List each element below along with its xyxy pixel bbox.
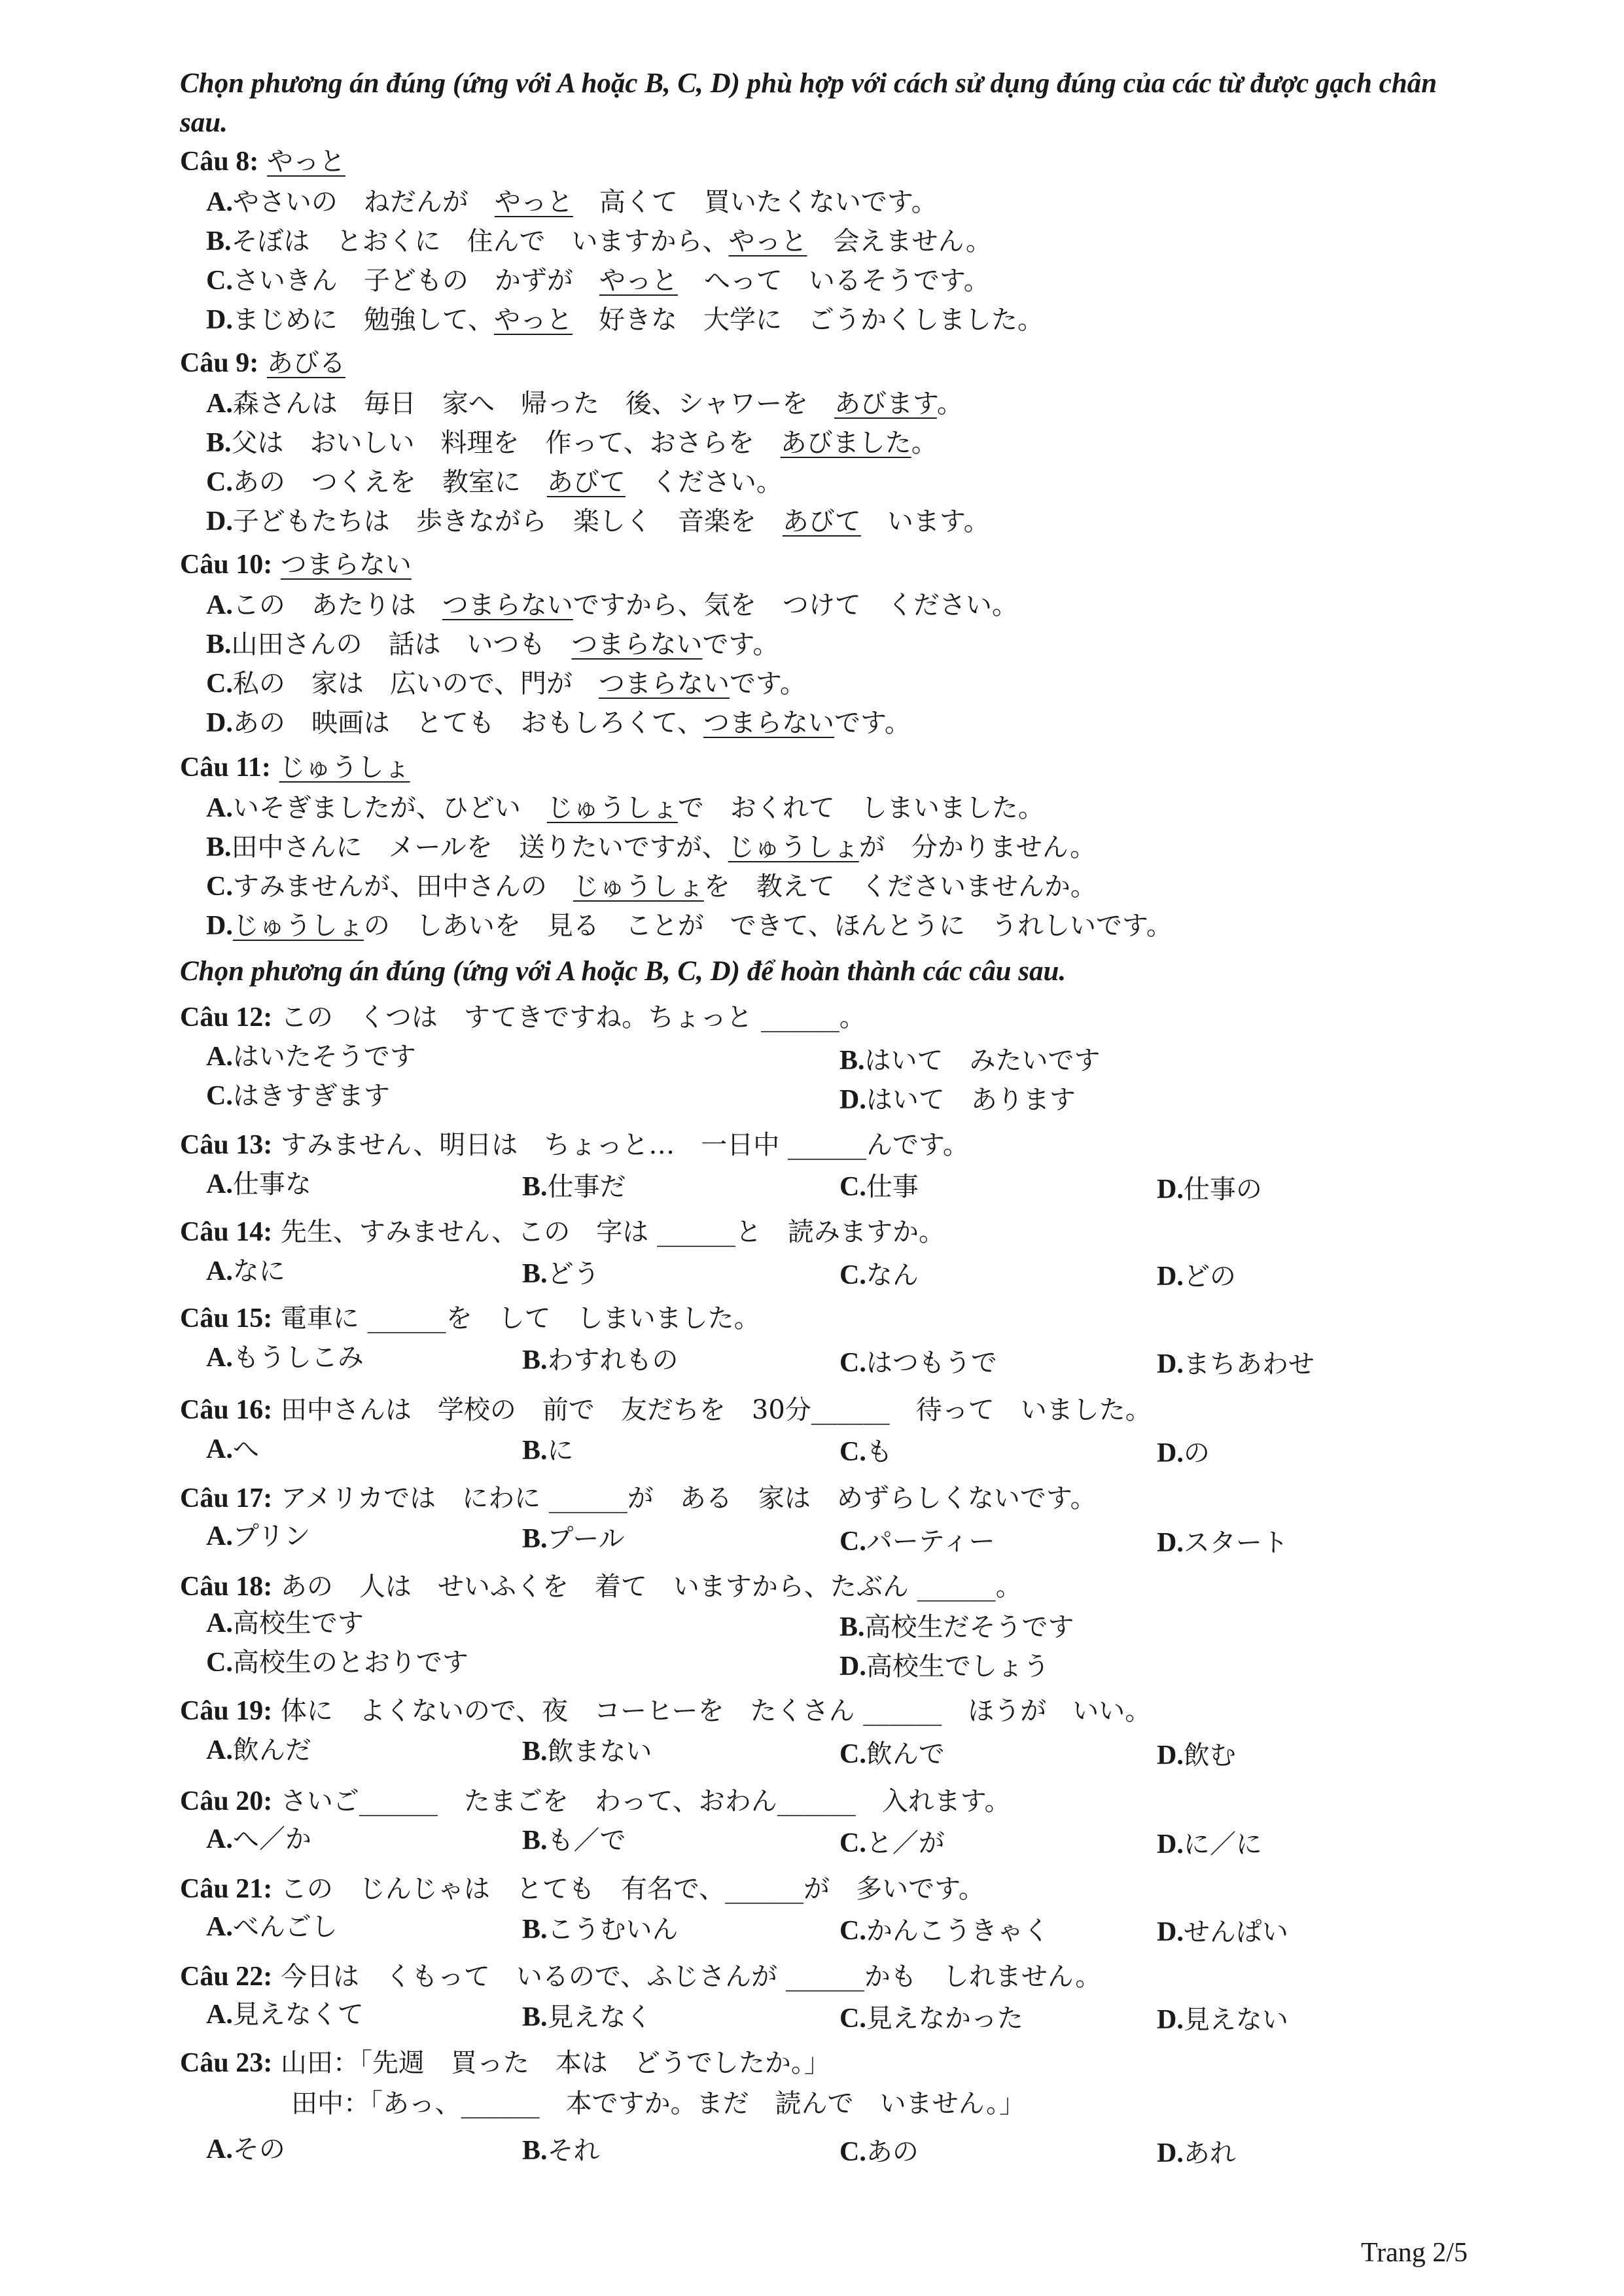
question-10-header	[180, 548, 412, 581]
question-23-option-c: C.あの	[839, 2137, 919, 2167]
question-20-option-a: A.へ／か	[206, 1824, 311, 1854]
question-number: Câu 9:	[180, 348, 259, 378]
question-17-option-c: C.パーティー	[839, 1527, 995, 1557]
question-22-option-a: A.見えなくて	[206, 2000, 364, 2030]
question-14-option-c: C.なん	[839, 1260, 919, 1290]
question-19-option-d: D.飲む	[1157, 1740, 1236, 1771]
question-13-header: Câu 13: すみません、明日は ちょっと… 一日中 ______んです。	[180, 1130, 969, 1160]
question-19-header: Câu 19: 体に よくないので、夜 コーヒーを たくさん ______ ほうが いい。	[180, 1696, 1152, 1726]
question-11-header	[180, 751, 410, 784]
question-12-option-c: C.はきすぎます	[206, 1081, 390, 1111]
question-9-header	[180, 347, 345, 380]
underlined-word: じゅうしょ	[279, 752, 410, 783]
question-17-option-d: D.スタート	[1157, 1528, 1288, 1558]
question-17-option-a: A.プリン	[206, 1521, 311, 1551]
question-8-header	[180, 145, 345, 178]
question-14-header: Câu 14: 先生、すみません、この 字は ______と 読みますか。	[180, 1217, 945, 1247]
question-15-header: Câu 15: 電車に ______を して しまいました。	[180, 1303, 760, 1333]
question-23-option-a: A.その	[206, 2134, 285, 2164]
question-15-option-b: B.わすれもの	[522, 1345, 679, 1375]
question-9-option-b: B.父は おいしい 料理を 作って、おさらを あびました。	[206, 428, 938, 458]
question-10-option-b: B.山田さんの 話は いつも つまらないです。	[206, 629, 779, 660]
question-16-header: Câu 16: 田中さんは 学校の 前で 友だちを 30分______ 待って いました。	[180, 1395, 1152, 1425]
question-22-option-c: C.見えなかった	[839, 2004, 1023, 2034]
question-23-option-b: B.それ	[522, 2136, 600, 2166]
question-22-option-d: D.見えない	[1157, 2005, 1288, 2035]
question-13-option-a: A.仕事な	[206, 1169, 311, 1199]
question-22-header: Câu 22: 今日は くもって いるので、ふじさんが ______かも しれません。	[180, 1962, 1102, 1992]
question-14-option-d: D.どの	[1157, 1262, 1236, 1292]
question-9-option-a: A.森さんは 毎日 家へ 帰った 後、シャワーを あびます。	[206, 389, 963, 419]
question-18-option-d: D.高校生でしょう	[839, 1651, 1050, 1682]
question-12-header: Câu 12: この くつは すてきですね。ちょっと ______。	[180, 1002, 866, 1033]
question-10-option-d: D.あの 映画は とても おもしろくて、つまらないです。	[206, 708, 911, 738]
underlined-word: あびる	[266, 348, 345, 378]
page-number: Trang 2/5	[1361, 2238, 1468, 2268]
question-11-option-b: B.田中さんに メールを 送りたいですが、じゅうしょが 分かりません。	[206, 832, 1097, 862]
question-21-option-b: B.こうむいん	[522, 1915, 679, 1945]
question-19-option-c: C.飲んで	[839, 1739, 945, 1769]
question-15-option-d: D.まちあわせ	[1157, 1349, 1315, 1379]
question-17-header: Câu 17: アメリカでは にわに ______が ある 家は めずらしくないです。	[180, 1483, 1097, 1513]
question-9-option-c: C.あの つくえを 教室に あびて ください。	[206, 467, 783, 497]
question-13-option-b: B.仕事だ	[522, 1172, 626, 1202]
question-number: Câu 11:	[180, 752, 271, 783]
question-10-option-a: A.この あたりは つまらないですから、気を つけて ください。	[206, 590, 1018, 620]
section1-instruction: Chọn phương án đúng (ứng với A hoặc B, C, D) phù hợp với cách sử dụng đúng của các từ được gạch chân sau.	[180, 68, 1438, 138]
question-16-option-b: B.に	[522, 1436, 574, 1466]
section2-instruction: Chọn phương án đúng (ứng với A hoặc B, C, D) để hoàn thành các câu sau.	[180, 956, 1067, 987]
question-20-option-d: D.に／に	[1157, 1829, 1262, 1860]
question-13-option-d: D.仕事の	[1157, 1174, 1262, 1205]
question-21-header: Câu 21: この じんじゃは とても 有名で、______が 多いです。	[180, 1874, 985, 1904]
question-16-option-c: C.も	[839, 1437, 892, 1467]
question-16-option-a: A.へ	[206, 1434, 259, 1464]
question-14-option-a: A.なに	[206, 1256, 285, 1286]
underlined-word: つまらない	[280, 550, 412, 580]
question-number: Câu 8:	[180, 147, 259, 177]
question-21-option-c: C.かんこうきゃく	[839, 1916, 1050, 1946]
underlined-word: やっと	[266, 147, 345, 177]
question-19-option-a: A.飲んだ	[206, 1735, 311, 1765]
question-9-option-d: D.子どもたちは 歩きながら 楽しく 音楽を あびて います。	[206, 506, 990, 537]
question-15-option-c: C.はつもうで	[839, 1348, 997, 1378]
question-21-option-a: A.べんごし	[206, 1912, 338, 1942]
question-number: Câu 10:	[180, 550, 273, 580]
question-20-option-b: B.も／で	[522, 1826, 626, 1856]
question-23-option-d: D.あれ	[1157, 2138, 1236, 2168]
question-23-dialogue-line2: 田中：「あっ、______ 本ですか。まだ 読んで いません。」	[291, 2089, 1025, 2119]
question-12-option-d: D.はいて あります	[839, 1085, 1076, 1115]
question-16-option-d: D.の	[1157, 1438, 1210, 1468]
question-11-option-c: C.すみませんが、田中さんの じゅうしょを 教えて くださいませんか。	[206, 872, 1097, 902]
question-11-option-a: A.いそぎましたが、ひどい じゅうしょで おくれて しまいました。	[206, 793, 1044, 823]
question-11-option-d: D.じゅうしょの しあいを 見る ことが できて、ほんとうに うれしいです。	[206, 911, 1173, 941]
question-8-option-d: D.まじめに 勉強して、やっと 好きな 大学に ごうかくしました。	[206, 305, 1044, 335]
question-17-option-b: B.プール	[522, 1524, 625, 1554]
question-18-option-b: B.高校生だそうです	[839, 1612, 1074, 1642]
question-8-option-a: A.やさいの ねだんが やっと 高くて 買いたくないです。	[206, 187, 938, 217]
question-21-option-d: D.せんぱい	[1157, 1917, 1288, 1947]
question-18-option-a: A.高校生です	[206, 1608, 364, 1638]
question-15-option-a: A.もうしこみ	[206, 1343, 364, 1373]
question-20-header: Câu 20: さいご______ たまごを わって、おわん______ 入れます。	[180, 1786, 1011, 1816]
question-10-option-c: C.私の 家は 広いので、門が つまらないです。	[206, 669, 806, 699]
question-23-header: Câu 23: 山田：「先週 買った 本は どうでしたか。」	[180, 2048, 830, 2078]
question-8-option-b: B.そぼは とおくに 住んで いますから、やっと 会えません。	[206, 226, 992, 256]
question-19-option-b: B.飲まない	[522, 1737, 652, 1767]
question-20-option-c: C.と／が	[839, 1828, 945, 1858]
question-13-option-c: C.仕事	[839, 1172, 919, 1202]
question-12-option-a: A.はいたそうです	[206, 1042, 416, 1072]
question-12-option-b: B.はいて みたいです	[839, 1046, 1101, 1076]
question-18-option-c: C.高校生のとおりです	[206, 1648, 468, 1678]
question-8-option-c: C.さいきん 子どもの かずが やっと へって いるそうです。	[206, 266, 990, 296]
question-14-option-b: B.どう	[522, 1259, 600, 1289]
question-18-header: Câu 18: あの 人は せいふくを 着て いますから、たぶん ______。	[180, 1572, 1022, 1602]
question-22-option-b: B.見えなく	[522, 2002, 652, 2032]
